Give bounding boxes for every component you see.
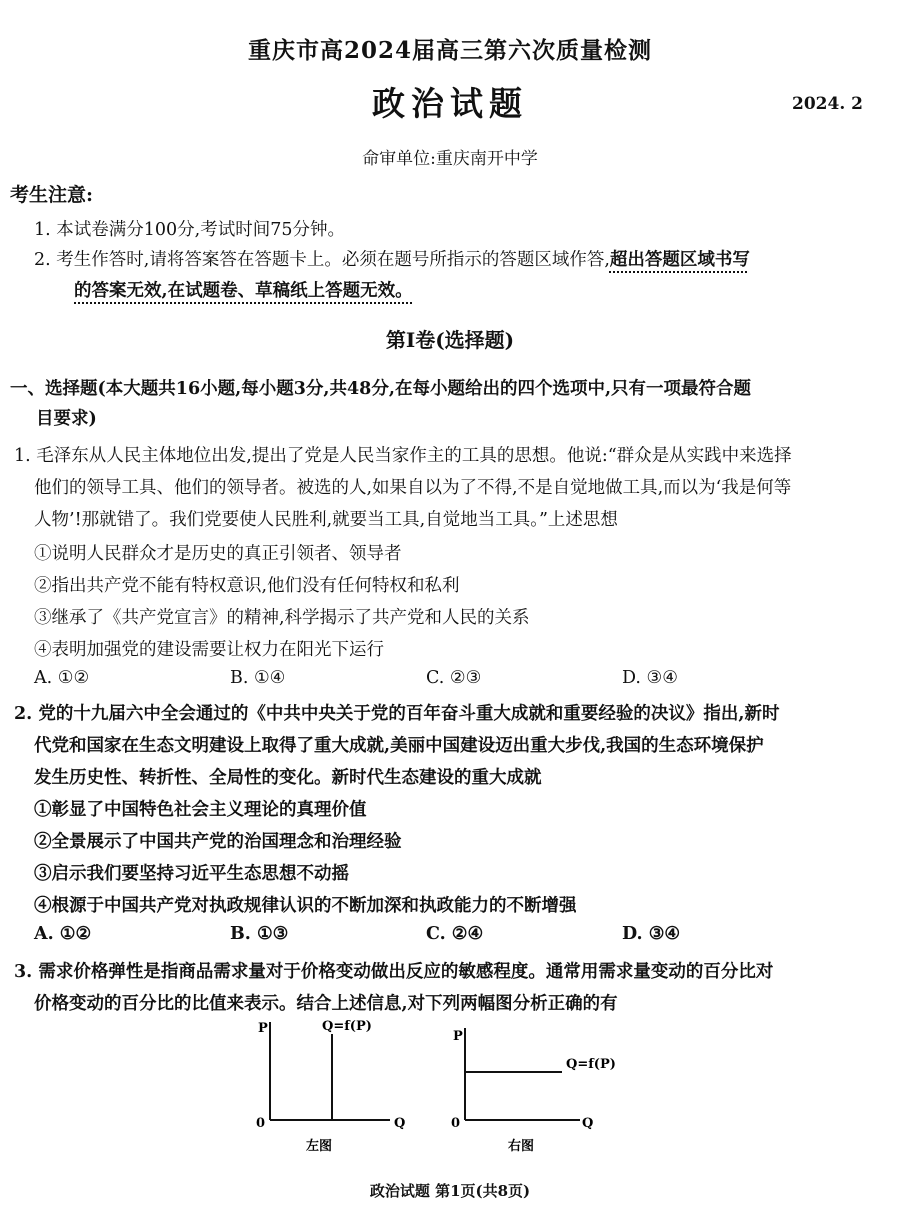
right-origin-label: 0 — [451, 1116, 461, 1131]
q1-statement-3: ③继承了《共产党宣言》的精神,科学揭示了共产党和人民的关系 — [34, 608, 530, 628]
q1-stem-line-3: 人物’!那就错了。我们党要使人民胜利,就要当工具,自觉地当工具。”上述思想 — [34, 510, 618, 530]
left-q-label: Q — [394, 1116, 406, 1131]
q2-stem-line-1: 2. 党的十九届六中全会通过的《中共中央关于党的百年奋斗重大成就和重要经验的决议》指出,新时 — [14, 704, 780, 724]
section-instructions-cont: 目要求) — [36, 409, 97, 429]
q2-statement-4: ④根源于中国共产党对执政规律认识的不断加深和执政能力的不断增强 — [34, 896, 577, 916]
left-figure — [256, 1019, 405, 1154]
notice-item-2-emphasis: 超出答题区域书写 — [609, 250, 750, 270]
exam-unit: 命审单位:重庆南开中学 — [362, 149, 538, 169]
q2-statement-2: ②全景展示了中国共产党的治国理念和治理经验 — [34, 832, 402, 852]
notice-heading: 考生注意: — [10, 184, 94, 206]
notice-item-1: 1. 本试卷满分100分,考试时间75分钟。 — [34, 220, 345, 240]
q2-stem-line-3: 发生历史性、转折性、全局性的变化。新时代生态建设的重大成就 — [34, 768, 542, 788]
q1-option-a[interactable]: A. ①② — [34, 668, 90, 688]
q3-stem-line-2: 价格变动的百分比的比值来表示。结合上述信息,对下列两幅图分析正确的有 — [34, 994, 618, 1014]
q1-option-d[interactable]: D. ③④ — [622, 668, 678, 688]
exam-subtitle: 重庆市高2024届高三第六次质量检测 — [247, 37, 652, 64]
notice-item-2 — [34, 246, 750, 271]
left-p-label: P — [258, 1021, 268, 1036]
right-p-label: P — [453, 1029, 463, 1044]
q2-option-b[interactable]: B. ①③ — [230, 924, 289, 944]
q1-stem-line-1: 1. 毛泽东从人民主体地位出发,提出了党是人民当家作主的工具的思想。他说:“群众是从实践中来选择 — [14, 446, 792, 466]
left-caption: 左图 — [306, 1139, 333, 1154]
right-curve-label: Q=f(P) — [566, 1057, 616, 1072]
notice-item-2-emphasis-cont: 的答案无效,在试题卷、草稿纸上答题无效。 — [74, 281, 413, 301]
notice-item-2-part-a: 2. 考生作答时,请将答案答在答题卡上。必须在题号所指示的答题区域作答, — [34, 250, 610, 270]
left-curve-label: Q=f(P) — [322, 1019, 372, 1034]
left-origin-label: 0 — [256, 1116, 266, 1131]
section-instructions: 一、选择题(本大题共16小题,每小题3分,共48分,在每小题给出的四个选项中,只有一项最符合题 — [10, 379, 752, 399]
q1-statement-2: ②指出共产党不能有特权意识,他们没有任何特权和私利 — [34, 576, 460, 596]
right-figure — [451, 1028, 616, 1154]
page-footer: 政治试题 第1页(共8页) — [369, 1182, 531, 1200]
exam-date: 2024. 2 — [792, 94, 863, 114]
q1-stem-line-2: 他们的领导工具、他们的领导者。被选的人,如果自以为了不得,不是自觉地做工具,而以为‘我是何等 — [34, 478, 792, 498]
q2-option-d[interactable]: D. ③④ — [622, 924, 681, 944]
q3-figures — [240, 1010, 660, 1160]
right-caption: 右图 — [508, 1139, 535, 1154]
q3-stem-line-1: 3. 需求价格弹性是指商品需求量对于价格变动做出反应的敏感程度。通常用需求量变动的百分比对 — [14, 962, 774, 982]
q2-option-a[interactable]: A. ①② — [34, 924, 92, 944]
q2-stem-line-2: 代党和国家在生态文明建设上取得了重大成就,美丽中国建设迈出重大步伐,我国的生态环境保护 — [34, 736, 764, 756]
q1-statement-4: ④表明加强党的建设需要让权力在阳光下运行 — [34, 640, 384, 660]
q1-statement-1: ①说明人民群众才是历史的真正引领者、领导者 — [34, 544, 402, 564]
q2-option-c[interactable]: C. ②④ — [426, 924, 484, 944]
q1-option-b[interactable]: B. ①④ — [230, 668, 286, 688]
right-q-label: Q — [582, 1116, 594, 1131]
q2-statement-1: ①彰显了中国特色社会主义理论的真理价值 — [34, 800, 367, 820]
q2-statement-3: ③启示我们要坚持习近平生态思想不动摇 — [34, 864, 349, 884]
exam-title: 政治试题 — [372, 84, 528, 123]
q1-option-c[interactable]: C. ②③ — [426, 668, 482, 688]
section-title: 第Ⅰ卷(选择题) — [385, 328, 515, 352]
